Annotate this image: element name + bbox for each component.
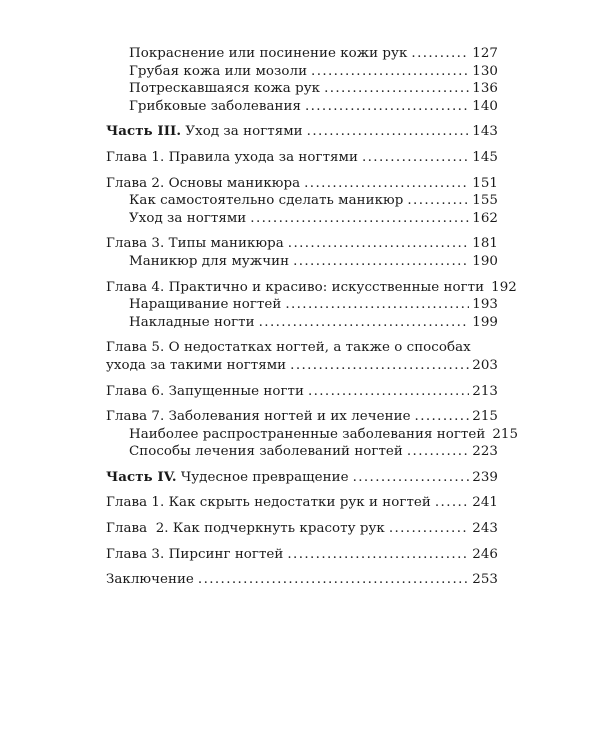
leader-dots xyxy=(362,149,469,167)
toc-entry-page: 215 xyxy=(472,409,498,425)
toc-entry xyxy=(106,210,498,228)
leader-dots xyxy=(288,235,469,253)
toc-entry-title: Уход за ногтями xyxy=(129,210,247,226)
toc-entry xyxy=(106,253,498,271)
toc-entry xyxy=(106,408,498,426)
toc-entry xyxy=(106,494,498,512)
toc-entry-title: Глава 3. Типы маникюра xyxy=(106,236,284,252)
toc-entry-page: 127 xyxy=(472,46,498,61)
toc-entry xyxy=(106,149,498,167)
toc-entry-page: 140 xyxy=(472,98,498,114)
toc-entry-page: 130 xyxy=(472,63,498,79)
toc-entry xyxy=(106,383,498,401)
leader-dots xyxy=(324,80,469,98)
toc-entry-page: 136 xyxy=(472,81,498,97)
toc-entry-title: Как самостоятельно сделать маникюр xyxy=(129,193,404,209)
toc-entry-title: Наиболее распространенные заболевания ногтей xyxy=(129,426,486,442)
toc-entry-page: 162 xyxy=(472,210,498,226)
leader-dots xyxy=(285,296,469,314)
toc-entry-title: Заключение xyxy=(106,572,194,588)
leader-dots xyxy=(250,210,469,228)
toc-entry-title xyxy=(106,123,303,141)
leader-dots xyxy=(435,494,469,512)
leader-dots xyxy=(415,408,470,426)
part-label: Часть IV. xyxy=(106,468,177,485)
toc-entry-title: Покраснение или посинение кожи рук xyxy=(129,46,408,61)
toc-part-entry xyxy=(106,123,498,141)
toc-entry-page: 155 xyxy=(472,193,498,209)
toc-entry-page: 253 xyxy=(472,572,498,588)
toc-entry-title: Грибковые заболевания xyxy=(129,98,301,114)
toc-part-entry xyxy=(106,469,498,487)
leader-dots xyxy=(307,123,470,141)
toc-entry-title: Способы лечения заболеваний ногтей xyxy=(129,444,403,460)
leader-dots xyxy=(407,443,469,461)
table-of-contents xyxy=(106,45,519,589)
leader-dots xyxy=(304,175,469,193)
toc-entry-title: Накладные ногти xyxy=(129,314,255,330)
part-title: Уход за ногтями xyxy=(185,124,303,140)
leader-dots xyxy=(259,314,470,332)
toc-entry-page: 151 xyxy=(472,175,498,191)
toc-entry xyxy=(106,235,498,253)
toc-entry-page: 239 xyxy=(472,469,498,485)
toc-entry-page: 246 xyxy=(472,546,498,562)
toc-entry xyxy=(106,546,498,564)
toc-entry xyxy=(106,571,498,589)
toc-entry-title: Глава 1. Как скрыть недостатки рук и ногтей xyxy=(106,495,431,511)
toc-entry xyxy=(106,192,498,210)
part-label: Часть III. xyxy=(106,123,182,140)
toc-entry-page: 193 xyxy=(472,297,498,313)
leader-dots xyxy=(290,357,469,375)
leader-dots xyxy=(293,253,469,271)
leader-dots xyxy=(198,571,469,589)
toc-entry-page: 145 xyxy=(472,149,498,165)
toc-entry-title-line1: Глава 5. О недостатках ногтей, а также о способах xyxy=(106,340,471,356)
toc-entry-title: Глава 4. Практично и красиво: искусственные ногти xyxy=(106,279,485,295)
toc-entry-page: 223 xyxy=(472,444,498,460)
toc-entry xyxy=(106,314,498,332)
toc-entry xyxy=(106,80,498,98)
toc-entry xyxy=(106,63,498,81)
toc-entry-title: Наращивание ногтей xyxy=(129,297,282,313)
toc-entry-page: 243 xyxy=(472,521,498,537)
toc-entry-title: Глава 7. Заболевания ногтей и их лечение xyxy=(106,409,411,425)
toc-entry-title: Глава 3. Пирсинг ногтей xyxy=(106,546,284,562)
toc-entry-page: 181 xyxy=(472,236,498,252)
leader-dots xyxy=(311,63,469,81)
leader-dots xyxy=(407,192,469,210)
leader-dots xyxy=(287,546,469,564)
toc-entry-page: 203 xyxy=(472,357,498,373)
leader-dots xyxy=(411,45,469,63)
leader-dots xyxy=(308,383,469,401)
toc-entry-title: Глава 2. Как подчеркнуть красоту рук xyxy=(106,521,385,537)
toc-entry-title: Грубая кожа или мозоли xyxy=(129,63,308,79)
toc-entry xyxy=(106,175,498,193)
toc-entry xyxy=(106,45,498,63)
toc-entry xyxy=(106,426,519,444)
toc-entry xyxy=(106,520,498,538)
leader-dots xyxy=(389,520,469,538)
part-title: Чудесное превращение xyxy=(180,469,349,485)
toc-entry xyxy=(106,98,498,116)
toc-entry-page: 192 xyxy=(491,279,517,295)
leader-dots xyxy=(305,98,469,116)
toc-entry-page: 143 xyxy=(472,124,498,140)
toc-entry xyxy=(106,357,498,375)
toc-entry-title: Потрескавшаяся кожа рук xyxy=(129,81,321,97)
toc-entry-page: 215 xyxy=(492,426,519,442)
toc-entry xyxy=(106,296,498,314)
toc-entry-page: 213 xyxy=(472,383,498,399)
toc-entry-title xyxy=(106,469,349,487)
leader-dots xyxy=(353,469,470,487)
toc-entry-page: 241 xyxy=(472,495,498,511)
toc-entry xyxy=(106,443,498,461)
toc-entry-title: Глава 2. Основы маникюра xyxy=(106,175,301,191)
toc-entry xyxy=(106,279,517,297)
toc-entry-page: 199 xyxy=(472,314,498,330)
toc-entry-title: Глава 6. Запущенные ногти xyxy=(106,383,304,399)
toc-entry-page: 190 xyxy=(472,253,498,269)
toc-entry-title-line2: ухода за такими ногтями xyxy=(106,357,287,373)
toc-entry-title: Маникюр для мужчин xyxy=(129,253,290,269)
toc-entry-title: Глава 1. Правила ухода за ногтями xyxy=(106,149,358,165)
